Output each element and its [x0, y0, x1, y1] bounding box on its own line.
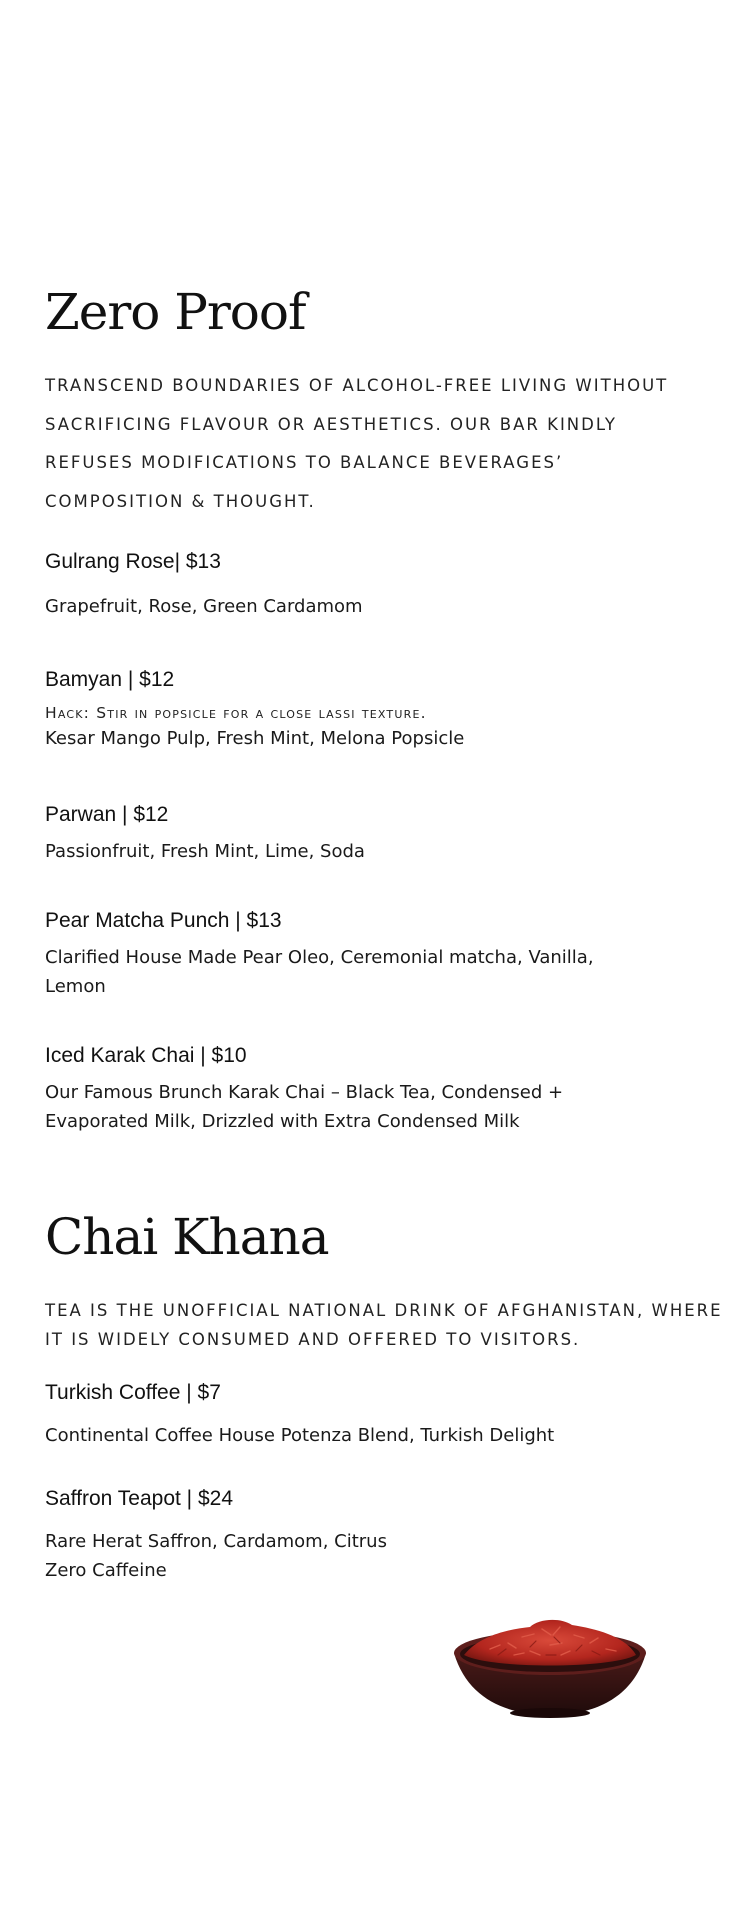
item-name: Turkish Coffee | $7: [45, 1381, 221, 1404]
zero-proof-title: Zero Proof: [45, 283, 306, 341]
menu-item-pear-matcha-punch: [45, 907, 605, 1001]
menu-item-bamyan: [45, 666, 605, 753]
zero-proof-intro: TRANSCEND BOUNDARIES OF ALCOHOL-FREE LIVING WITHOUT SACRIFICING FLAVOUR OR AESTHETICS. OUR BAR KINDLY REFUSES MODIFICATIONS TO BALANCE BEVERAGES’ COMPOSITION & THOUGHT.: [45, 376, 669, 511]
menu-item-iced-karak-chai: [45, 1042, 605, 1136]
item-name: Saffron Teapot | $24: [45, 1487, 233, 1510]
menu-item-parwan: [45, 801, 605, 866]
item-description: Kesar Mango Pulp, Fresh Mint, Melona Popsicle: [45, 728, 465, 749]
chai-khana-title: Chai Khana: [45, 1208, 329, 1266]
item-description: Continental Coffee House Potenza Blend, Turkish Delight: [45, 1425, 555, 1446]
item-description: Rare Herat Saffron, Cardamom, Citrus: [45, 1531, 387, 1552]
menu-item-saffron-teapot: [45, 1485, 605, 1585]
item-name: Bamyan | $12: [45, 668, 175, 691]
item-name: Parwan | $12: [45, 803, 169, 826]
menu-item-gulrang-rose: [45, 548, 605, 621]
item-description-note: Zero Caffeine: [45, 1560, 167, 1581]
item-description: Our Famous Brunch Karak Chai – Black Tea, Condensed + Evaporated Milk, Drizzled with Extra Condensed Milk: [45, 1082, 564, 1132]
chai-khana-intro: TEA IS THE UNOFFICIAL NATIONAL DRINK OF AFGHANISTAN, WHERE IT IS WIDELY CONSUMED AND OFFERED TO VISITORS.: [45, 1301, 723, 1349]
item-name: Iced Karak Chai | $10: [45, 1044, 247, 1067]
saffron-bowl-icon: [450, 1615, 650, 1720]
item-description: Grapefruit, Rose, Green Cardamom: [45, 596, 363, 617]
menu-item-turkish-coffee: [45, 1379, 665, 1450]
item-name: Pear Matcha Punch | $13: [45, 909, 282, 932]
item-hack-note: Hack: Stir in popsicle for a close lassi texture.: [45, 704, 427, 722]
item-description: Clarified House Made Pear Oleo, Ceremonial matcha, Vanilla, Lemon: [45, 947, 594, 997]
item-description: Passionfruit, Fresh Mint, Lime, Soda: [45, 841, 365, 862]
item-name: Gulrang Rose| $13: [45, 550, 221, 573]
